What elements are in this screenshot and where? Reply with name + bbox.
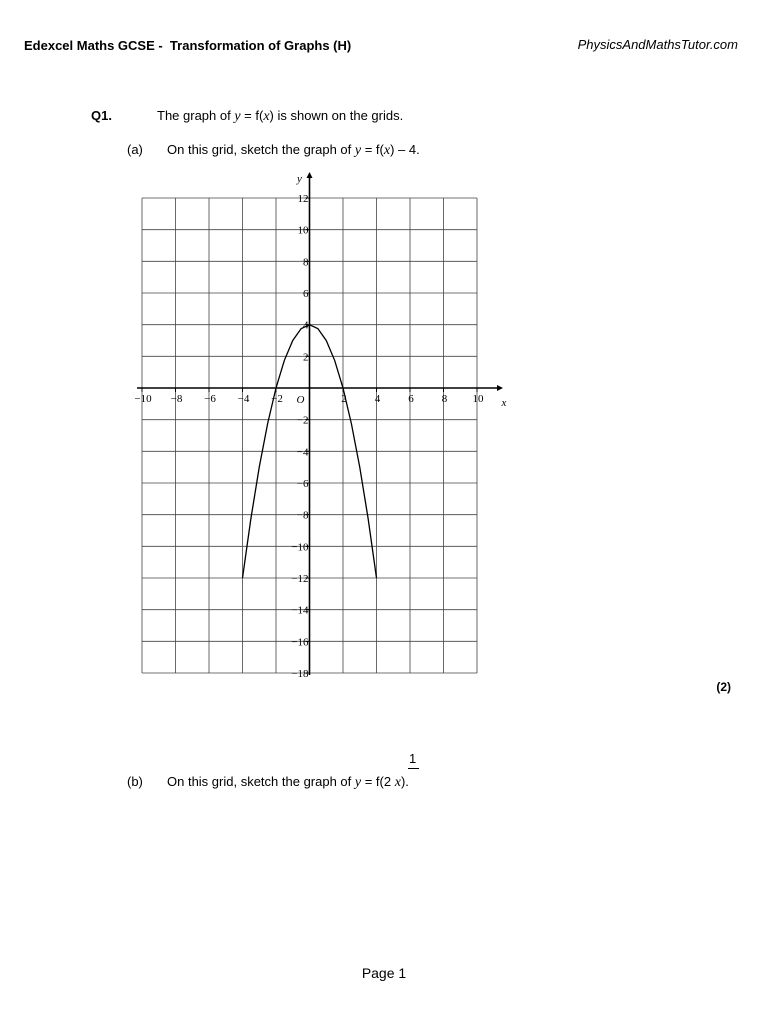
- x-tick-label: −6: [204, 393, 216, 405]
- y-axis-label: y: [297, 173, 302, 185]
- y-tick-label: 6: [303, 288, 309, 300]
- x-tick-label: −10: [134, 393, 152, 405]
- x-tick-label: 6: [408, 393, 414, 405]
- x-axis-arrow: [497, 385, 503, 391]
- y-tick-label: −12: [291, 573, 309, 585]
- x-tick-label: 8: [441, 393, 448, 405]
- y-tick-label: 4: [303, 319, 309, 332]
- x-tick-label: 10: [472, 393, 484, 405]
- y-tick-label: −10: [291, 541, 309, 554]
- y-tick-label: 12: [297, 193, 309, 205]
- axes: [137, 172, 503, 675]
- y-tick-label: 2: [303, 351, 309, 364]
- part-a-text: On this grid, sketch the graph of y = f(x) – 4.: [167, 142, 420, 158]
- part-b-label: (b): [127, 774, 143, 789]
- fraction-numerator: 1: [409, 751, 417, 766]
- y-tick-label: −14: [291, 604, 309, 617]
- y-axis-arrow: [307, 172, 313, 178]
- question-number: Q1.: [91, 108, 112, 123]
- y-tick-label: 10: [297, 224, 309, 237]
- x-tick-label: 4: [374, 393, 381, 405]
- marks-part-a: (2): [716, 680, 731, 694]
- x-tick-label: 2: [341, 393, 347, 405]
- page-number: Page 1: [361, 965, 407, 981]
- x-tick-label: −2: [271, 393, 283, 405]
- document-header-site: PhysicsAndMathsTutor.com: [577, 37, 738, 52]
- fraction-bar: [408, 768, 419, 769]
- origin-label: O: [296, 394, 305, 406]
- tick-labels: [134, 173, 506, 680]
- part-a-label: (a): [127, 142, 143, 157]
- x-axis-label: x: [501, 397, 507, 409]
- y-tick-label: 8: [303, 256, 309, 269]
- x-tick-label: −4: [237, 393, 250, 405]
- y-tick-label: −16: [291, 636, 309, 649]
- x-tick-label: −8: [170, 393, 183, 405]
- fraction-denominator: 2: [383, 774, 392, 789]
- part-b-text: On this grid, sketch the graph of y = f(2 x).: [167, 774, 409, 790]
- y-tick-label: −18: [291, 668, 309, 680]
- y-tick-label: −6: [296, 478, 309, 490]
- y-tick-label: −4: [296, 446, 309, 459]
- y-tick-label: −2: [296, 414, 309, 427]
- document-header-title: Edexcel Maths GCSE - Transformation of Graphs (H): [24, 38, 352, 53]
- y-tick-label: −8: [296, 509, 309, 522]
- question-intro: The graph of y = f(x) is shown on the grids.: [157, 108, 404, 124]
